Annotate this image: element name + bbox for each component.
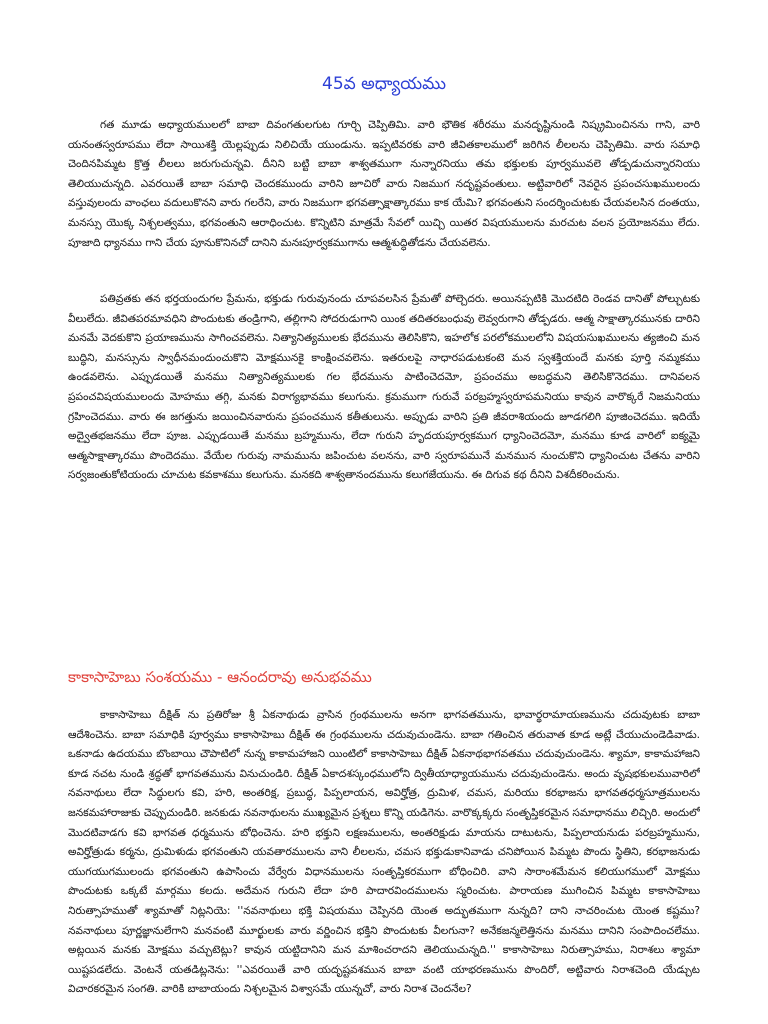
paragraph-1: గత మూడు అధ్యాయములలో బాబా దివంగతులగుట గూర్చి చెప్పితిమి. వారి భౌతిక శరీరము మనదృష్టినుండి నిష్క్రమించినను గాని, వారి యనంతస్వరూపము లేదా సాయిశక్తి యెల్లప్పుడు నిలిచియే యుండును. ఇప్పటివరకు వారి జీవితకాలములో జరిగిన లీలలను చెప్పితిమి. వారు సమాధి చెందినపిమ్మట క్రొత్త లీలలు జరుగుచున్నవి. దీనిని బట్టి బాబా శాశ్వతముగా నున్నారనియు తమ భక్తులకు పూర్వమువలె తోడ్పడుచున్నారనియు తెలియుచున్నది. ఎవరయితే బాబా సమాధి చెందకముందు వారిని జూచిరో వారు నిజముగ నదృష్టవంతులు. అట్టివారిలో నెవరైన ప్రపంచసుఖములందు వస్తువులందు వాంఛలు వదులుకొనని వారు గలరేని, వారు నిజముగా భగవత్సాక్షాత్కారము కాక యేమి? భగవంతుని సందర్శించుటకు చేయవలసిన దంతయు, మనస్సు యొక్క నిశ్చలత్వము, భగవంతుని ఆరాధించుట. కొన్నిటిని మాత్రమే సేవలో యిచ్చి యితర విషయములను మరచుట వలన ప్రయోజనము లేదు. పూజాది ధ్యానము గాని చేయ పూనుకొనినచో దానిని మనఃపూర్వకముగాను ఆత్మశుద్ధితోడను చేయవలెను. [68, 119, 700, 249]
section-title: కాకాసాహెబు సంశయము - ఆనందరావు అనుభవము [68, 668, 372, 686]
chapter-title: 45వ అధ్యాయము [322, 74, 446, 94]
paragraph-2: పతివ్రతకు తన భర్తయందుగల ప్రేమను, భక్తుడు గురువునందు చూపవలసిన ప్రేమతో పోల్చెదరు. అయినప్పటికి మొదటిది రెండవ దానితో పోల్చుటకు వీలులేదు. జీవితపరమావధిని పొందుటకు తండ్రిగాని, తల్లిగాని సోదరుడుగాని యింక తదితరబంధువు లెవ్వరుగాని తోడ్పడరు. ఆత్మ సాక్షాత్కారమునకు దారిని మనమే వెదకుకొని ప్రయాణమును సాగించవలెను. నిత్యానిత్యములకు భేదమును తెలిసికొని, ఇహలోక పరలోకములలోని విషయసుఖములను త్యజించి మన బుద్ధిని, మనస్సును స్వాధీనమందుంచుకొని మోక్షమునకై కాంక్షించవలెను. ఇతరులపై నాధారపడుటకంటె మన స్వశక్తియందే మనకు పూర్తి నమ్మకము ఉండవలెను. ఎప్పుడయితే మనము నిత్యానిత్యములకు గల భేదమును పాటించెదమో, ప్రపంచము అబద్ధమని తెలిసికొనెదము. దానివలన ప్రపంచవిషయములందు మోహము తగ్గి, మనకు విరాగ్యభావము కలుగును. క్రమముగా గురువే పరబ్రహ్మస్వరూపమనియు కావున వారొక్కరే నిజమనియు గ్రహించెదము. వారు ఈ జగత్తును జయించినవారును ప్రపంచమున కతీతులును. అప్పుడు వారిని ప్రతి జీవరాశియందు జూడగలిగి పూజించెదము. ఇదియే అద్వైతభజనము లేదా పూజ. ఎప్పుడయితే మనము బ్రహ్మమును, లేదా గురుని హృదయపూర్వకముగ ధ్యానించెదమో, మనము కూడ వారిలో ఐక్యమై ఆత్మసాక్షాత్కారము పొందెదము. వేయేల గురువు నామమును జపించుట వలనను, వారి స్వరూపమునే మనమున నుంచుకొని ధ్యానించుట చేతను వారిని సర్వజంతుకోటియందు చూచుట కవకాశము కలుగును. మనకది శాశ్వతానందమును కలుగజేయును. ఈ దిగువ కథ దీనిని విశదీకరించును. [68, 293, 700, 482]
paragraph-3: కాకాసాహెబు దీక్షిత్ ను ప్రతిరోజు శ్రీ ఏకనాథుడు వ్రాసిన గ్రంథములను అనగా భాగవతమును, భావార్థరామాయణమును చదువుటకు బాబా ఆదేశించెను. బాబా సమాధికి పూర్వము కాకాసాహెబు దీక్షిత్ ఈ గ్రంథములను చదువుచుండెను. బాబా గతించిన తరువాత కూడ అట్లే చేయుచుండెడివాడు. ఒకనాడు ఉదయము బొంబాయి చౌపాటిలో నున్న కాకామహాజని యింటిలో కాకాసాహెబు దీక్షిత్ ఏకనాథభాగవతము చదువుచుండెను. శ్యామా, కాకామహాజని కూడ నచట నుండి శ్రద్ధతో భాగవతమును వినుచుండిరి. దీక్షిత్ ఏకాదశస్కంధములోని ద్వితీయాధ్యాయమును చదువుచుండెను. అందు వృషభకులమువారిలో నవనాథులు లేదా సిద్ధులగు కవి, హరి, అంతరిక్ష, ప్రబుద్ధ, పిప్పలాయన, అవిర్హోత్ర, ద్రుమిళ, చమస, మరియు కరభాజను భాగవతధర్మసూత్రములను జనకమహారాజుకు చెప్పుచుండిరి. జనకుడు నవనాథులను ముఖ్యమైన ప్రశ్నలు కొన్ని యడిగెను. వారొక్కక్కరు సంతృప్తికరమైన సమాధానము లిచ్చిరి. అందులో మొదటివాడగు కవి భాగవత ధర్మమును బోధించెను. హరి భక్తుని లక్షణములను, అంతరిక్షుడు మాయను దాటుటను, పిప్పలాయనుడు పరబ్రహ్మమును, అవిర్హోత్రుడు కర్మను, ద్రుమిళుడు భగవంతుని యవతారములను వాని లీలలను, చమస భక్తుడుకానివాడు చనిపోయిన పిమ్మట పొందు స్థితిని, కరభాజనుడు యుగయుగములందు భగవంతుని ఉపాసించు వేర్వేరు విధానములను సంతృప్తికరముగా బోధించిరి. వాని సారాంశమేమన కలియుగములో మోక్షము పొందుటకు ఒక్కటే మార్గము కలదు. అదేమన గురుని లేదా హరి పాదారవిందములను స్మరించుట. పారాయణ ముగించిన పిమ్మట కాకాసాహెబు నిరుత్సాహముతో శ్యామాతో నిట్లనియె: ''నవనాథులు భక్తి విషయము చెప్పినది యెంత అద్భుతముగా నున్నది? దాని నాచరించుట యెంత కష్టము? నవనాథులు పూర్ణజ్ఞానులేగాని మనవంటి మూర్ఖులకు వారు వర్ణించిన భక్తిని పొందుటకు వీలగునా? అనేకజన్మలెత్తినను మనము దానిని సంపాదించలేము. అట్లయిన మనకు మోక్షము వచ్చుటెట్లు? కావున యట్టిదానిని మన మాశించరాదని తెలియుచున్నది.'' కాకాసాహెబు నిరుత్సాహము, నిరాశలు శ్యామా యిష్టపడలేదు. వెంటనే యతడిట్లనెను: ''ఎవరయితే వారి యదృష్టవశమున బాబా వంటి యాభరణమును పొందిరో, అట్టివారు నిరాశచెంది యేడ్చుట విచారకరమైన సంగతి. వారికి బాబాయందు నిశ్చలమైన విశ్వాసమే యున్నచో, వారు నిరాశ చెందనేల? [68, 709, 700, 996]
